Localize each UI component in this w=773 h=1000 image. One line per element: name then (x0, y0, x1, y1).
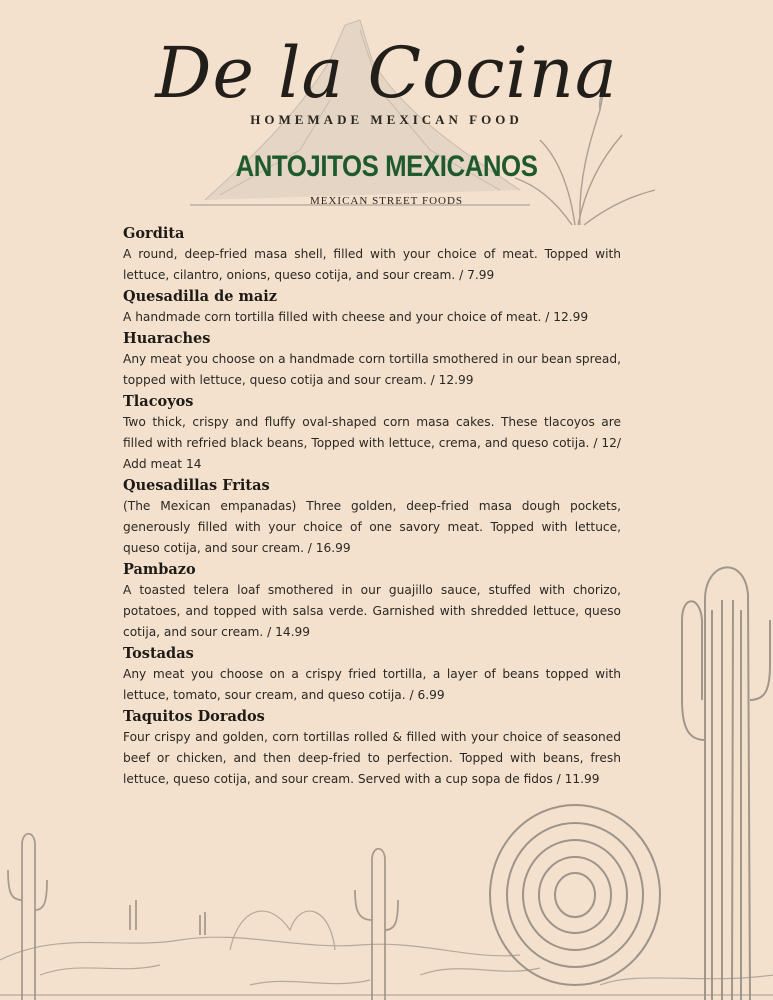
menu-item (123, 223, 621, 286)
menu-item-name: Gordita (123, 225, 185, 242)
menu-item-description: (The Mexican empanadas) Three golden, deep-fried masa dough pockets, generously filled with your choice of one savory meat. Topped with lettuce, queso cotija, and sour cream. / 16.99 (123, 499, 621, 555)
section-subtitle: MEXICAN STREET FOODS (309, 195, 464, 207)
menu-item-description: Any meat you choose on a handmade corn tortilla smothered in our bean spread, topped with lettuce, queso cotija and sour cream. / 12.99 (123, 352, 621, 387)
menu-item-description: Two thick, crispy and fluffy oval-shaped corn masa cakes. These tlacoyos are filled with refried black beans, Topped with lettuce, crema, and queso cotija. / 12/ Add meat 14 (123, 415, 621, 471)
menu-item-name: Quesadilla de maiz (123, 288, 277, 305)
saguaro-cactus-sketch-icon (682, 567, 770, 1000)
menu-item-description: Any meat you choose on a crispy fried tortilla, a layer of beans topped with lettuce, tomato, sour cream, and queso cotija. / 6.99 (123, 667, 621, 702)
menu-item (123, 475, 621, 559)
barrel-cactus-sketch-icon (490, 805, 660, 985)
menu-item-description: A handmade corn tortilla filled with cheese and your choice of meat. / 12.99 (123, 310, 589, 324)
brand-logo: De la Cocina (155, 32, 618, 114)
menu-item-name: Tlacoyos (123, 393, 194, 410)
small-saguaro-sketch-icon (8, 834, 398, 1000)
brand-tagline: HOMEMADE MEXICAN FOOD (250, 112, 523, 127)
menu-item-description: Four crispy and golden, corn tortillas rolled & filled with your choice of seasoned beef or chicken, and then deep-fried to perfection. Topped with beans, fresh lettuce, queso cotija, and sour cream. Served with a cup sopa de fidos / 11.99 (123, 730, 621, 786)
section-title: ANTOJITOS MEXICANOS (235, 150, 538, 183)
menu-item (123, 559, 621, 643)
menu-list (123, 223, 621, 790)
menu-item (123, 328, 621, 391)
menu-item-name: Huaraches (123, 330, 211, 347)
menu-item-description: A round, deep-fried masa shell, filled with your choice of meat. Topped with lettuce, cilantro, onions, queso cotija, and sour cream. / 7.99 (123, 247, 621, 282)
menu-item-name: Quesadillas Fritas (123, 477, 270, 494)
menu-item-name: Tostadas (123, 645, 194, 662)
desert-brush-sketch-icon (0, 911, 773, 995)
menu-item-name: Taquitos Dorados (123, 708, 265, 725)
menu-item (123, 391, 621, 475)
menu-item-name: Pambazo (123, 561, 196, 578)
menu-item (123, 706, 621, 790)
menu-item (123, 643, 621, 706)
menu-item-description: A toasted telera loaf smothered in our guajillo sauce, stuffed with chorizo, potatoes, and topped with salsa verde. Garnished with shredded lettuce, queso cotija, and sour cream. / 14.99 (123, 583, 621, 639)
menu-item (123, 286, 621, 328)
